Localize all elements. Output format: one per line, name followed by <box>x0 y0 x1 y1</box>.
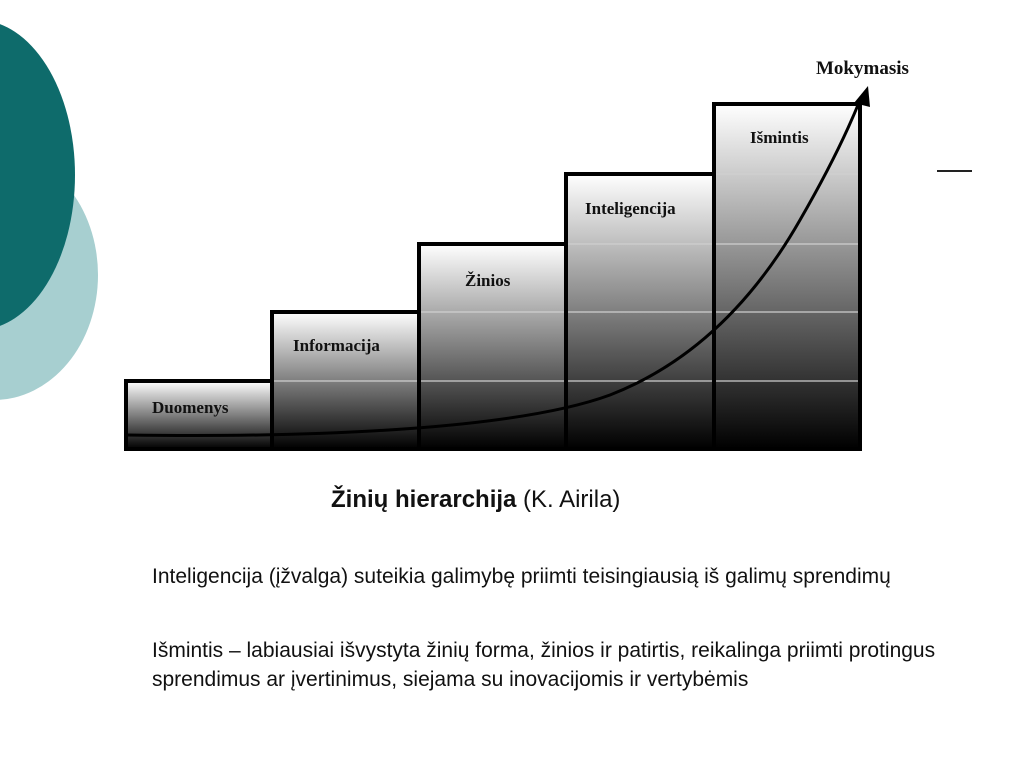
caption-author: (K. Airila) <box>516 486 621 513</box>
step-label-informacija: Informacija <box>293 336 380 355</box>
step-label-ismintis: Išmintis <box>750 128 809 147</box>
paragraph-ismintis: Išmintis – labiausiai išvystyta žinių forma, žinios ir patirtis, reikalinga priimti protingus sprendimus ar įvertinimus, siejama su inovacijomis ir vertybėmis <box>152 639 936 691</box>
caption-title: Žinių hierarchija <box>331 486 517 513</box>
arrow-label-mokymasis: Mokymasis <box>816 58 909 79</box>
paragraph-inteligencija: Inteligencija (įžvalga) suteikia galimybę priimti teisingiausią iš galimų sprendimų <box>152 565 891 588</box>
step-box-ismintis <box>714 104 860 449</box>
diagram-caption <box>331 486 731 514</box>
step-label-inteligencija: Inteligencija <box>585 199 676 218</box>
step-label-zinios: Žinios <box>465 271 511 290</box>
step-label-duomenys: Duomenys <box>152 398 229 417</box>
